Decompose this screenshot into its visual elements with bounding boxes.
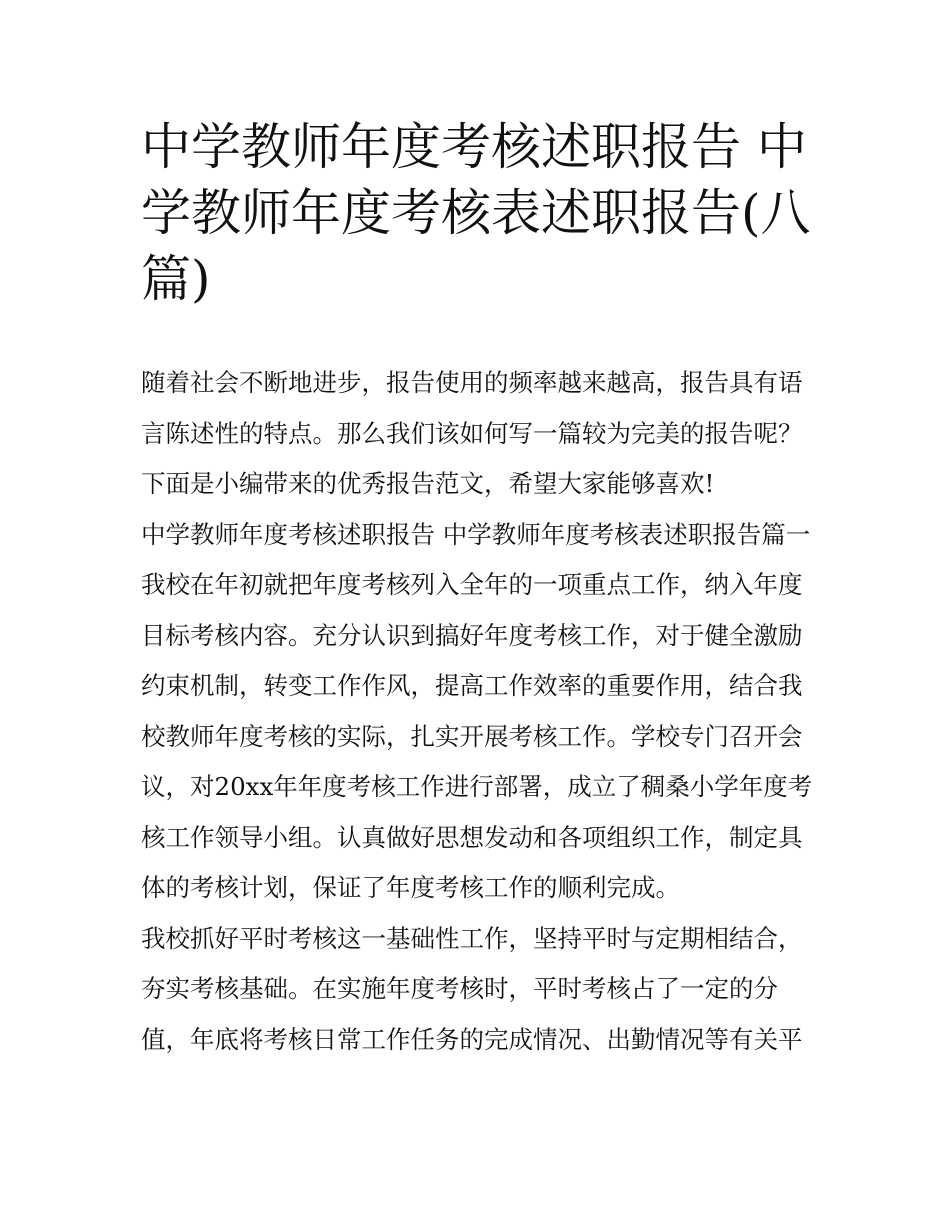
body-paragraph: 我校在年初就把年度考核列入全年的一项重点工作，纳入年度目标考核内容。充分认识到搞好年度考核工作，对于健全激励约束机制，转变工作作风，提高工作效率的重要作用，结合我校教师年度考核的实际，扎实开展考核工作。学校专门召开会议，对20xx年年度考核工作进行部署，成立了稠桑小学年度考核工作领导小组。认真做好思想发动和各项组织工作，制定具体的考核计划，保证了年度考核工作的顺利完成。 [141,570,813,902]
document-title: 中学教师年度考核述职报告 中学教师年度考核表述职报告(八篇) [141,118,811,308]
document-body [141,358,813,1065]
body-paragraph: 我校抓好平时考核这一基础性工作，坚持平时与定期相结合，夯实考核基础。在实施年度考核时，平时考核占了一定的分值，年底将考核日常工作任务的完成情况、出勤情况等有关平 [141,923,803,1054]
intro-paragraph: 随着社会不断地进步，报告使用的频率越来越高，报告具有语言陈述性的特点。那么我们该如何写一篇较为完美的报告呢？下面是小编带来的优秀报告范文，希望大家能够喜欢! [141,368,803,498]
section-heading: 中学教师年度考核述职报告 中学教师年度考核表述职报告篇一 [141,519,811,549]
